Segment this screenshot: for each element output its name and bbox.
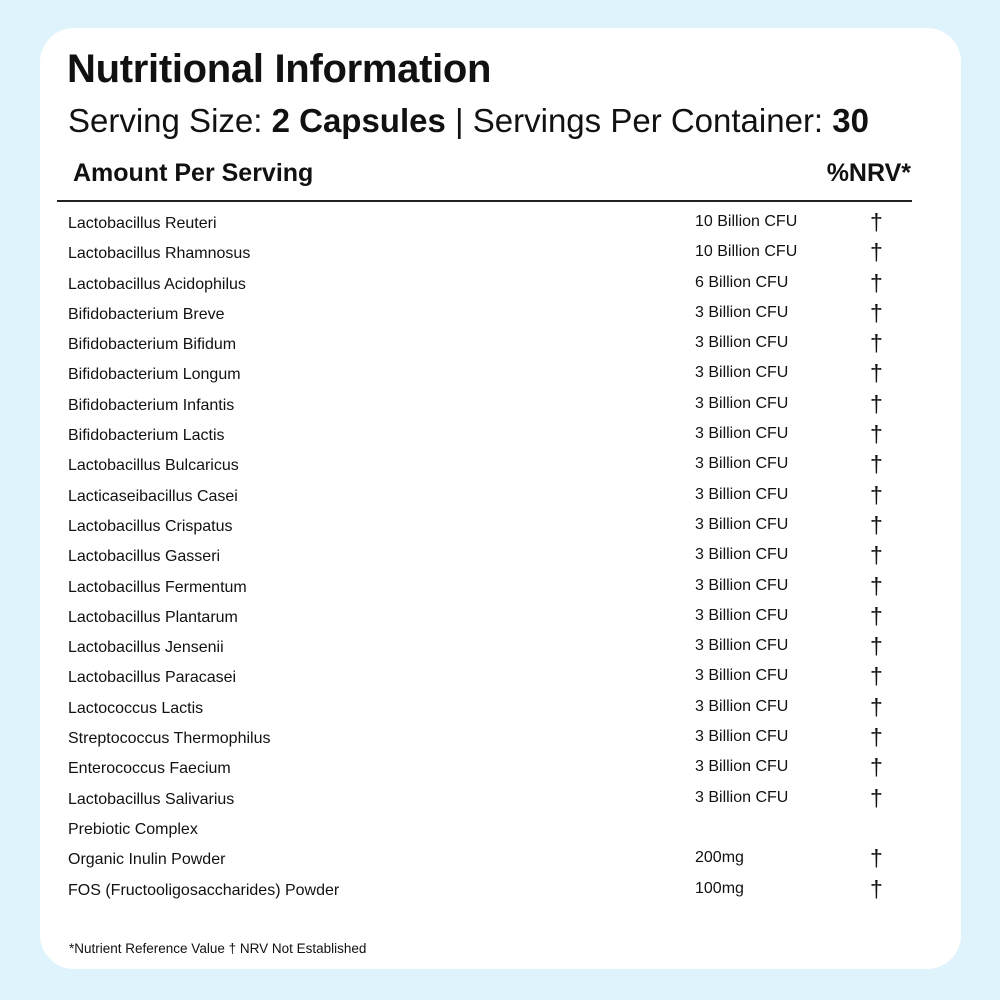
ingredient-name: Lactobacillus Jensenii [68, 639, 224, 657]
nrv-dagger-icon: † [870, 663, 883, 690]
nrv-dagger-icon: † [870, 633, 883, 660]
ingredient-amount: 3 Billion CFU [695, 394, 789, 412]
table-row [40, 362, 961, 392]
nrv-dagger-icon: † [870, 269, 883, 296]
ingredient-amount: 3 Billion CFU [695, 728, 789, 746]
ingredient-name: Lactococcus Lactis [68, 699, 204, 717]
nrv-dagger-icon: † [870, 421, 883, 448]
table-row [40, 453, 961, 483]
table-row [40, 544, 961, 574]
amount-per-serving-header: Amount Per Serving [73, 159, 314, 187]
ingredient-name: Organic Inulin Powder [68, 851, 226, 869]
serving-size-value: 2 Capsules [271, 102, 446, 139]
nrv-dagger-icon: † [870, 572, 883, 599]
ingredient-amount: 3 Billion CFU [695, 637, 789, 655]
ingredient-name: Streptococcus Thermophilus [68, 730, 271, 748]
nrv-dagger-icon: † [870, 693, 883, 720]
nrv-dagger-icon: † [870, 481, 883, 508]
nrv-dagger-icon: † [870, 845, 883, 872]
table-row [40, 635, 961, 665]
table-row [40, 481, 961, 514]
table-row [40, 847, 961, 877]
ingredient-name: Lactobacillus Fermentum [68, 578, 247, 596]
ingredient-name: Lactobacillus Salivarius [68, 790, 235, 808]
ingredient-amount: 10 Billion CFU [695, 243, 798, 261]
ingredient-name: Lactobacillus Bulcaricus [68, 457, 239, 475]
table-row [40, 817, 961, 847]
ingredient-amount: 200mg [695, 849, 744, 867]
serving-size-label: Serving Size: [68, 102, 272, 139]
ingredient-amount: 3 Billion CFU [695, 546, 789, 564]
nrv-dagger-icon: † [870, 542, 883, 569]
ingredient-name: Lactobacillus Crispatus [68, 517, 233, 535]
nutrition-card [40, 28, 961, 969]
table-row [40, 332, 961, 362]
ingredient-amount: 3 Billion CFU [695, 425, 789, 443]
nrv-dagger-icon: † [870, 784, 883, 811]
servings-per-container-value: 30 [832, 102, 869, 139]
servings-per-container-label: Servings Per Container: [472, 102, 833, 139]
ingredient-amount: 3 Billion CFU [695, 576, 789, 594]
ingredient-amount: 3 Billion CFU [695, 697, 789, 715]
table-row [40, 390, 961, 423]
footnote: *Nutrient Reference Value † NRV Not Established [69, 941, 367, 956]
ingredient-name: Bifidobacterium Longum [68, 366, 241, 384]
header-divider [57, 200, 912, 202]
ingredient-name: Lactobacillus Gasseri [68, 548, 221, 566]
nrv-dagger-icon: † [870, 330, 883, 357]
ingredient-amount: 6 Billion CFU [695, 273, 789, 291]
nrv-dagger-icon: † [870, 390, 883, 417]
table-row [40, 726, 961, 756]
ingredient-name: Bifidobacterium Bifidum [68, 336, 237, 354]
ingredient-amount: 3 Billion CFU [695, 606, 789, 624]
table-row [40, 269, 961, 302]
ingredient-name: Lactobacillus Paracasei [68, 669, 237, 687]
table-row [40, 241, 961, 271]
ingredient-list [40, 211, 961, 908]
nrv-dagger-icon: † [870, 209, 883, 235]
table-row [40, 511, 961, 544]
nrv-dagger-icon: † [870, 602, 883, 629]
ingredient-name: Bifidobacterium Lactis [68, 427, 225, 445]
ingredient-name: Bifidobacterium Infantis [68, 396, 235, 414]
table-row [40, 665, 961, 695]
table-row [40, 756, 961, 786]
serving-separator: | [445, 102, 473, 139]
ingredient-amount: 3 Billion CFU [695, 515, 789, 533]
table-row [40, 299, 961, 332]
ingredient-amount: 3 Billion CFU [695, 364, 789, 382]
ingredient-name: Lactobacillus Reuteri [68, 215, 217, 232]
nrv-dagger-icon: † [870, 299, 883, 326]
ingredient-name: Lacticaseibacillus Casei [68, 487, 238, 505]
nrv-header: %NRV* [826, 159, 911, 187]
table-row [40, 602, 961, 635]
table-row [40, 423, 961, 453]
ingredient-amount: 3 Billion CFU [695, 455, 789, 473]
ingredient-name: Lactobacillus Rhamnosus [68, 245, 251, 263]
ingredient-amount: 3 Billion CFU [695, 334, 789, 352]
table-row [40, 572, 961, 605]
nrv-dagger-icon: † [870, 239, 883, 266]
nrv-dagger-icon: † [870, 754, 883, 781]
table-row [40, 693, 961, 726]
ingredient-name: Enterococcus Faecium [68, 760, 231, 778]
nrv-dagger-icon: † [870, 360, 883, 387]
ingredient-name: Bifidobacterium Breve [68, 305, 225, 323]
ingredient-amount: 3 Billion CFU [695, 758, 789, 776]
ingredient-amount: 3 Billion CFU [695, 667, 789, 685]
table-row [40, 211, 961, 241]
nrv-dagger-icon: † [870, 511, 883, 538]
nrv-dagger-icon: † [870, 451, 883, 478]
nrv-dagger-icon: † [870, 875, 883, 902]
ingredient-amount: 3 Billion CFU [695, 485, 789, 503]
nrv-dagger-icon: † [870, 724, 883, 751]
ingredient-name: FOS (Fructooligosaccharides) Powder [68, 881, 340, 899]
ingredient-name: Lactobacillus Acidophilus [68, 275, 246, 293]
ingredient-name: Lactobacillus Plantarum [68, 608, 238, 626]
ingredient-amount: 3 Billion CFU [695, 788, 789, 806]
ingredient-amount: 100mg [695, 879, 744, 897]
ingredient-name: Prebiotic Complex [68, 820, 198, 838]
ingredient-amount: 10 Billion CFU [695, 213, 798, 230]
ingredient-amount: 3 Billion CFU [695, 303, 789, 321]
table-row [40, 875, 961, 908]
table-row [40, 784, 961, 817]
page-title: Nutritional Information [67, 47, 492, 91]
serving-info [68, 102, 869, 140]
